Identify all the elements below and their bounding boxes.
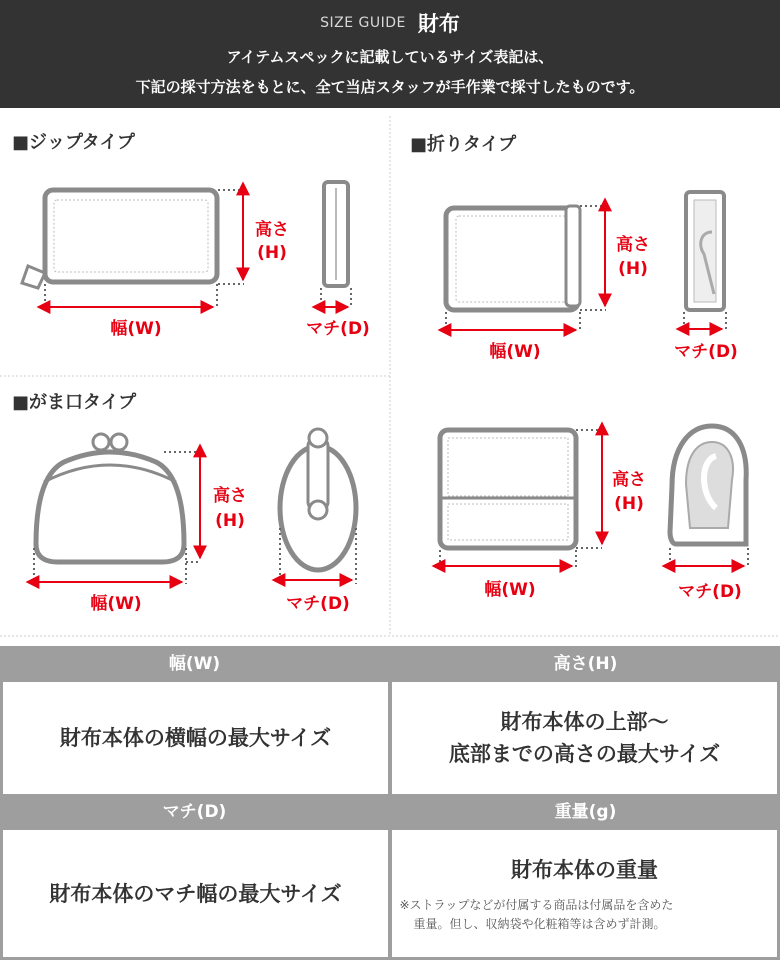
weight-note-line-1: ※ストラップなどが付属する商品は付属品を含めた <box>399 897 674 912</box>
height-description-line-1: 財布本体の上部～ <box>500 710 669 734</box>
gama-height-unit-label: (H) <box>215 511 245 531</box>
fold-depth-label: マチ(D) <box>674 342 738 362</box>
header-title: 財布 <box>417 12 460 36</box>
height-description-cell <box>392 682 777 794</box>
weight-header: 重量(g) <box>554 802 617 822</box>
card-height-unit-label: (H) <box>614 494 644 514</box>
gama-type-title: ■がま口タイプ <box>12 392 137 413</box>
gama-wallet-front-illustration <box>36 434 184 562</box>
height-description-line-2: 底部までの高さの最大サイズ <box>448 742 721 766</box>
size-definition-table <box>0 646 780 960</box>
header-title-row <box>0 8 780 38</box>
zip-wallet-front-illustration <box>22 190 217 288</box>
width-header: 幅(W) <box>168 654 221 674</box>
zip-depth-label: マチ(D) <box>306 319 370 339</box>
card-height-label: 高さ <box>612 470 646 490</box>
gama-wallet-side-illustration <box>280 429 356 584</box>
fold-width-label: 幅(W) <box>489 342 541 362</box>
card-depth-label: マチ(D) <box>678 582 742 602</box>
weight-description-cell <box>392 830 777 957</box>
weight-note <box>400 896 770 934</box>
card-wallet-side-illustration <box>670 426 748 568</box>
depth-description: 財布本体のマチ幅の最大サイズ <box>49 881 342 906</box>
zip-wallet-side-illustration <box>321 182 351 308</box>
header-banner <box>0 0 780 108</box>
weight-note-line-2: 重量。但し、収納袋や化粧箱等は含めず計測。 <box>413 916 666 931</box>
width-description: 財布本体の横幅の最大サイズ <box>59 726 332 750</box>
zip-width-label: 幅(W) <box>110 319 162 339</box>
card-wallet-front-illustration <box>440 430 576 548</box>
header-subtitle: SIZE GUIDE <box>320 15 406 31</box>
zip-height-unit-label: (H) <box>257 243 287 263</box>
card-width-label: 幅(W) <box>484 580 536 600</box>
width-description-cell <box>3 682 388 794</box>
fold-type-title: ■折りタイプ <box>410 134 517 155</box>
fold-wallet-side-illustration <box>684 192 726 332</box>
zip-type-title: ■ジップタイプ <box>12 132 135 153</box>
gama-width-label: 幅(W) <box>90 594 142 614</box>
wallet-diagrams-svg <box>0 108 780 640</box>
diagram-area <box>0 108 780 640</box>
depth-description-cell <box>3 830 388 957</box>
fold-wallet-front-illustration <box>446 206 580 310</box>
gama-depth-label: マチ(D) <box>286 594 350 614</box>
fold-height-unit-label: (H) <box>618 259 648 279</box>
header-description-line-2: 下記の採寸方法をもとに、全て当店スタッフが手作業で採寸したものです。 <box>135 78 645 96</box>
zip-height-label: 高さ <box>255 220 289 240</box>
depth-header: マチ(D) <box>162 802 227 822</box>
fold-height-label: 高さ <box>616 235 650 255</box>
weight-description: 財布本体の重量 <box>511 857 658 882</box>
header-description-line-1: アイテムスペックに記載しているサイズ表記は、 <box>226 48 554 66</box>
height-header: 高さ(H) <box>553 654 618 674</box>
gama-height-label: 高さ <box>213 486 247 506</box>
